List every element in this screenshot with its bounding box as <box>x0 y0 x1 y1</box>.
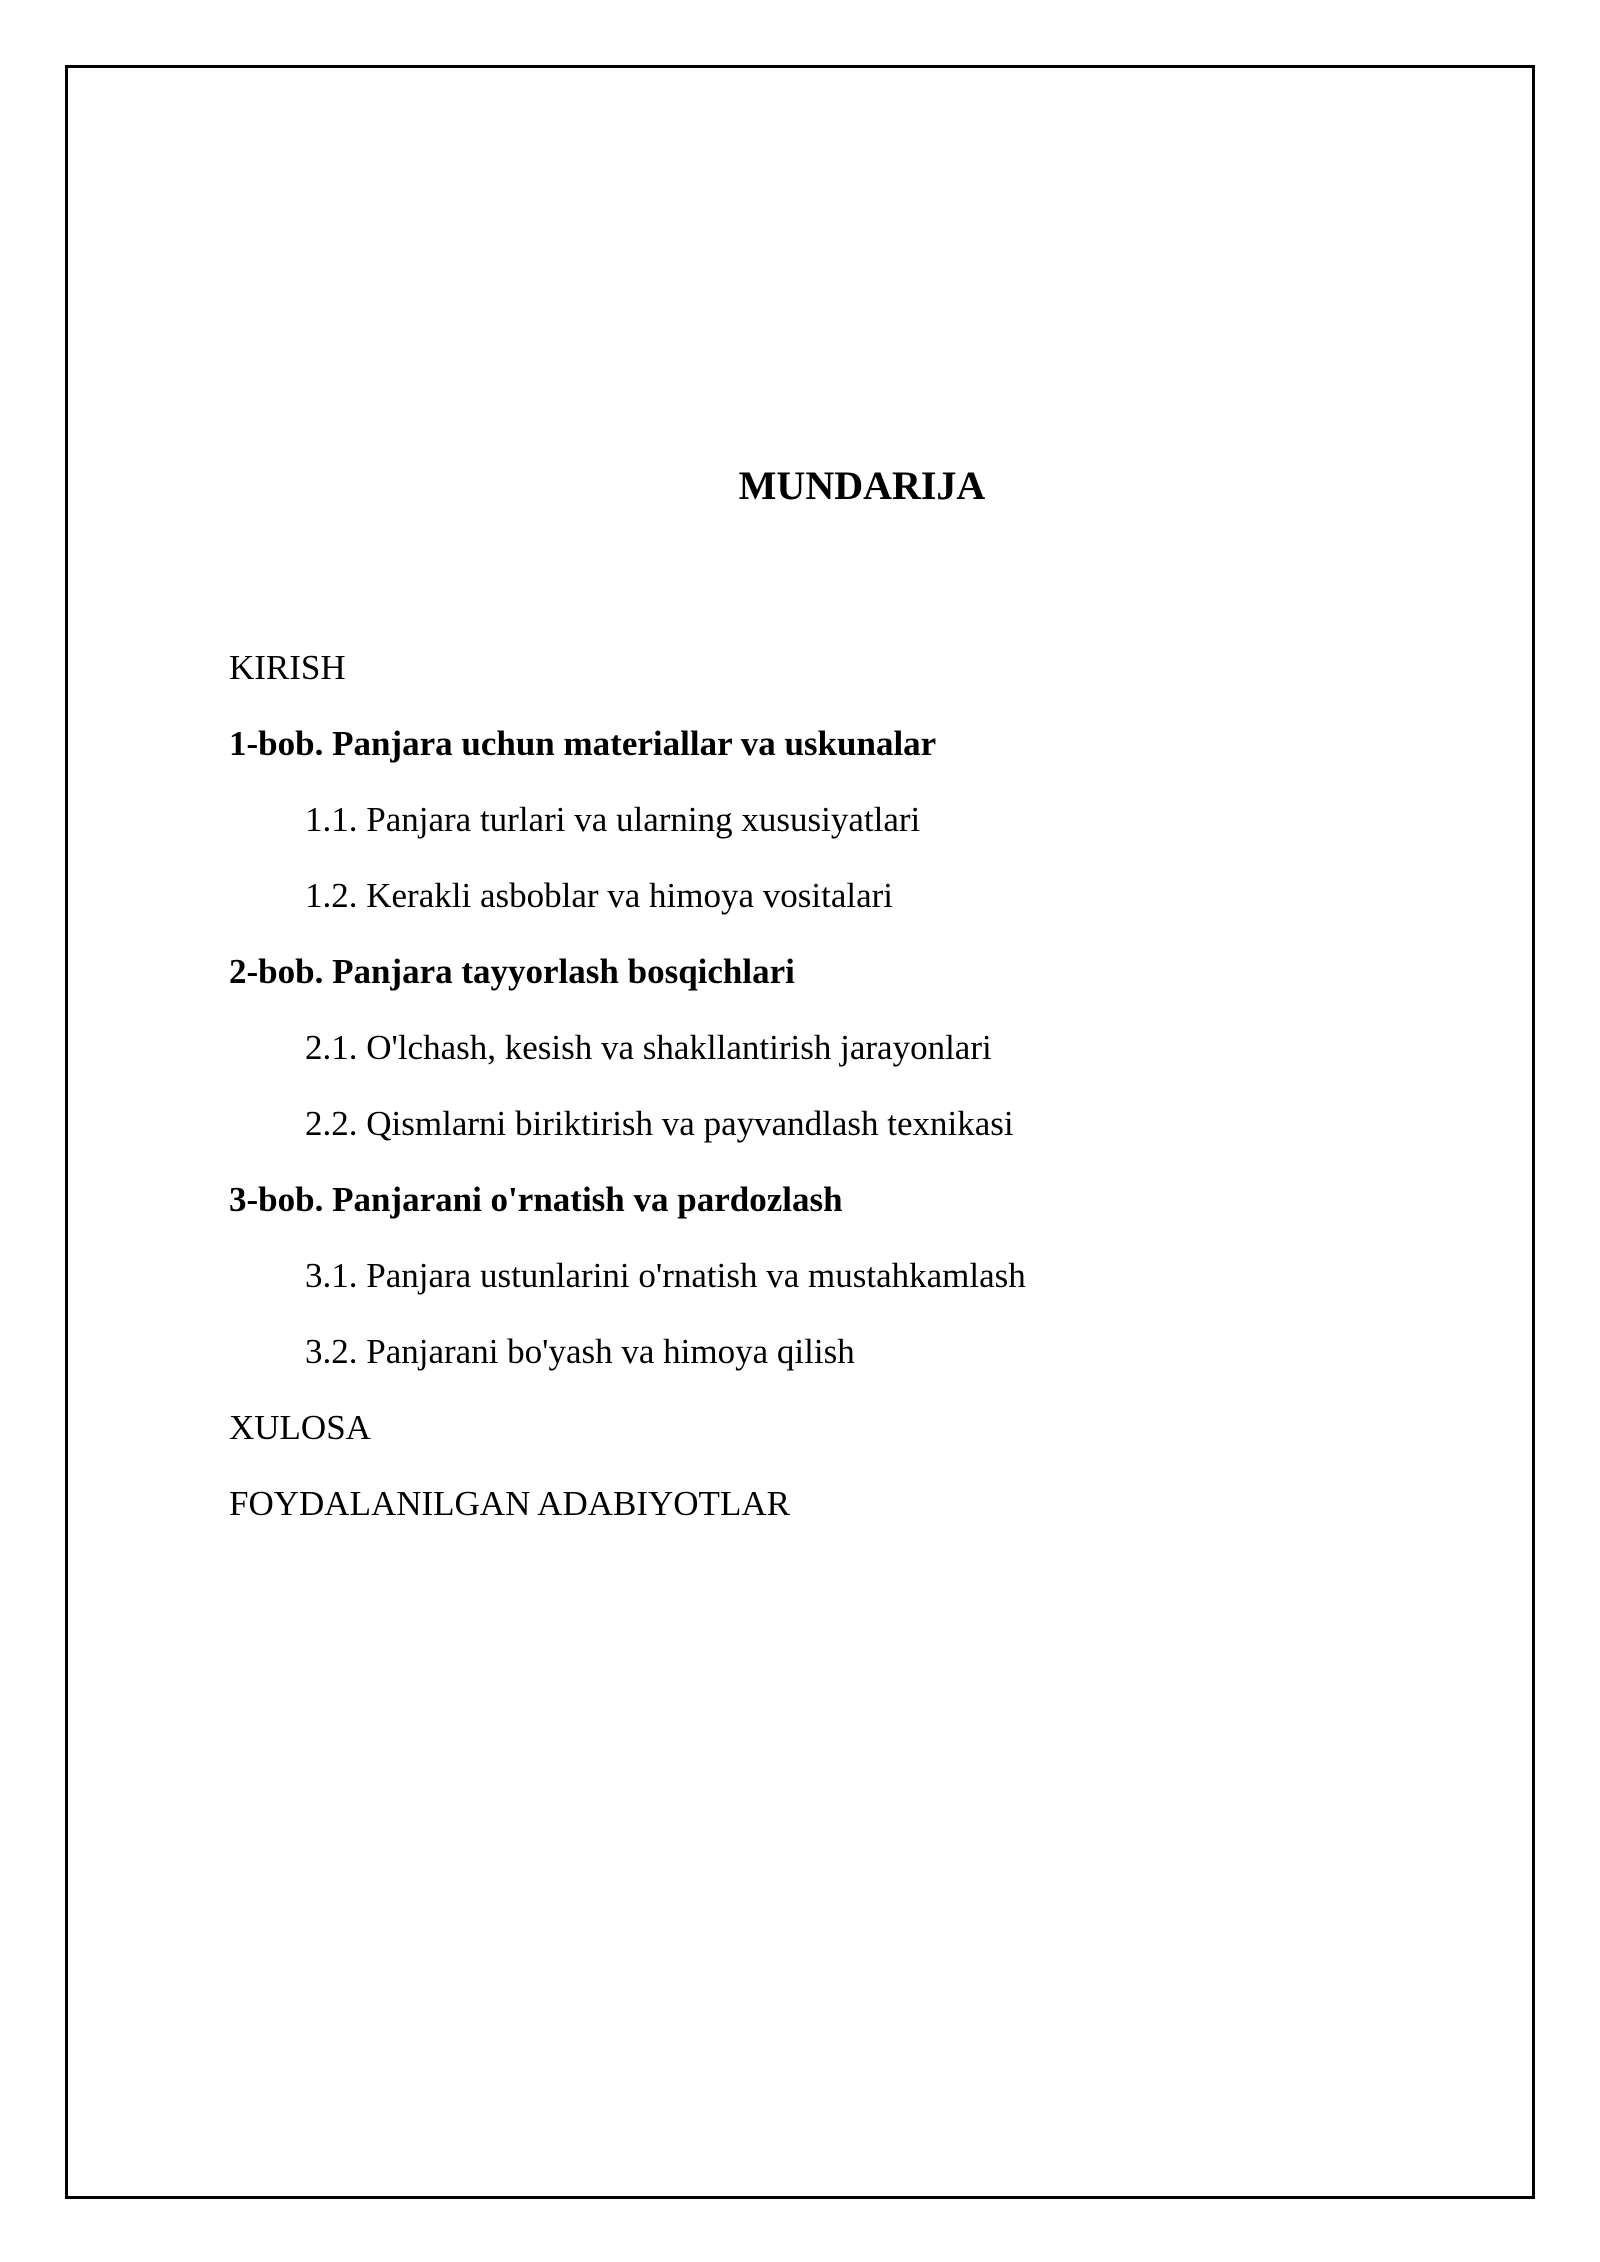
toc-section-1-1: 1.1. Panjara turlari va ularning xususiyatlari <box>305 800 921 839</box>
toc-chapter-1: 1-bob. Panjara uchun materiallar va uskunalar <box>229 724 937 763</box>
toc-item-xulosa: XULOSA <box>229 1408 371 1447</box>
toc-chapter-2: 2-bob. Panjara tayyorlash bosqichlari <box>229 952 795 991</box>
toc-section-1-2: 1.2. Kerakli asboblar va himoya vositalari <box>305 876 894 915</box>
toc-section-2-2: 2.2. Qismlarni biriktirish va payvandlash texnikasi <box>305 1104 1014 1143</box>
toc-section-2-1: 2.1. O'lchash, kesish va shakllantirish jarayonlari <box>305 1028 992 1067</box>
toc-item-references: FOYDALANILGAN ADABIYOTLAR <box>229 1484 790 1523</box>
toc-section-3-2: 3.2. Panjarani bo'yash va himoya qilish <box>305 1332 855 1371</box>
toc-chapter-3: 3-bob. Panjarani o'rnatish va pardozlash <box>229 1180 843 1219</box>
table-of-contents <box>229 640 1026 1552</box>
page-title: MUNDARIJA <box>738 463 986 508</box>
toc-section-3-1: 3.1. Panjara ustunlarini o'rnatish va mustahkamlash <box>305 1256 1026 1295</box>
toc-item-kirish: KIRISH <box>229 648 346 687</box>
